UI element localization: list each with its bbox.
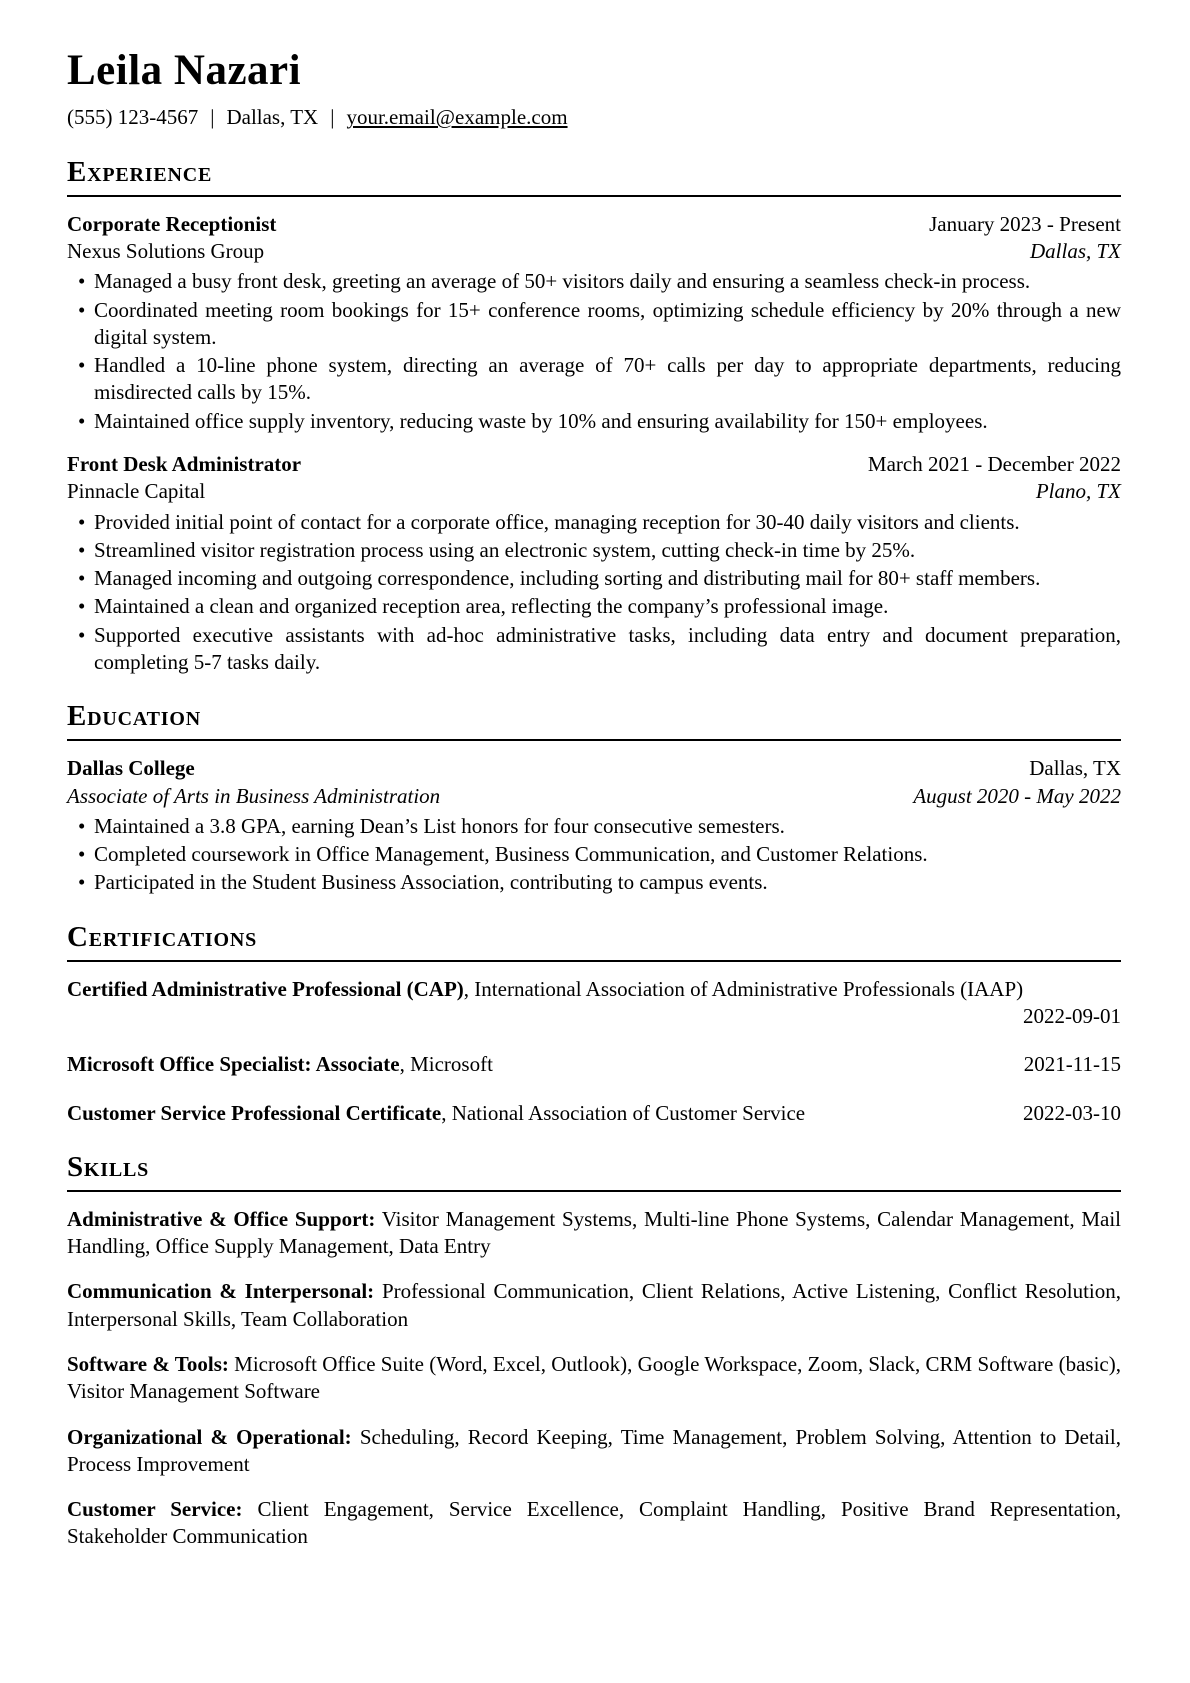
- skill-details: Scheduling, Record Keeping, Time Management, Problem Solving, Attention to Detail, Process Improvement: [67, 1424, 1121, 1476]
- resume-header: [67, 46, 1121, 132]
- skill-group: [67, 1351, 1121, 1406]
- school-row: [67, 755, 1121, 782]
- bullet-item: • Handled a 10-line phone system, directing an average of 70+ calls per day to appropriate departments, reducing misdirected calls by 15%.: [67, 352, 1121, 407]
- skill-category: Administrative & Office Support:: [67, 1206, 376, 1231]
- skill-details: Client Engagement, Service Excellence, Complaint Handling, Positive Brand Representation, Stakeholder Communication: [67, 1497, 1122, 1549]
- section-divider: [67, 739, 1121, 741]
- certification-issuer: , International Association of Administrative Professionals (IAAP): [463, 976, 1024, 1001]
- degree-name: Associate of Arts in Business Administration: [67, 783, 441, 808]
- bullet-item: • Maintained a 3.8 GPA, earning Dean’s List honors for four consecutive semesters.: [67, 813, 1121, 840]
- person-name: Leila Nazari: [67, 47, 302, 94]
- bullet-item: • Managed a busy front desk, greeting an average of 50+ visitors daily and ensuring a seamless check-in process.: [67, 268, 1121, 295]
- job-title: Corporate Receptionist: [67, 211, 277, 236]
- section-divider: [67, 960, 1121, 962]
- job-entry: [67, 211, 1121, 435]
- skill-details: Professional Communication, Client Relations, Active Listening, Conflict Resolution, Interpersonal Skills, Team Collaboration: [67, 1279, 1121, 1331]
- separator-bar: |: [330, 105, 335, 130]
- location-text: Dallas, TX: [226, 105, 319, 130]
- bullet-item: • Completed coursework in Office Management, Business Communication, and Customer Relations.: [67, 841, 1121, 868]
- separator-bar: |: [210, 105, 215, 130]
- section-divider: [67, 195, 1121, 197]
- job-dates: January 2023 - Present: [929, 211, 1121, 236]
- company-name: Pinnacle Capital: [67, 479, 206, 504]
- section-title-skills: Skills: [67, 1150, 150, 1183]
- job-entry: [67, 451, 1121, 676]
- email-link[interactable]: your.email@example.com: [346, 105, 568, 130]
- job-title-row: [67, 451, 1121, 478]
- job-bullets: [67, 268, 1121, 435]
- job-title-row: [67, 211, 1121, 238]
- section-title-education: Education: [67, 700, 201, 733]
- certification-entry: [67, 976, 1121, 1031]
- bullet-item: • Maintained a clean and organized reception area, reflecting the company’s professional image.: [67, 593, 1121, 620]
- skill-group: [67, 1278, 1121, 1333]
- section-certifications: [67, 922, 1121, 1127]
- phone-number: (555) 123-4567: [67, 105, 199, 130]
- job-dates: March 2021 - December 2022: [867, 452, 1121, 476]
- school-location: Dallas, TX: [1029, 756, 1121, 781]
- skill-group: [67, 1424, 1121, 1479]
- skill-category: Customer Service:: [67, 1497, 243, 1522]
- education-entry: [67, 755, 1121, 896]
- skill-category: Organizational & Operational:: [67, 1424, 352, 1449]
- section-title-certifications: Certifications: [67, 920, 257, 953]
- education-bullets: [67, 813, 1121, 897]
- certification-entry: [67, 1100, 1121, 1127]
- section-divider: [67, 1190, 1121, 1192]
- job-company-row: [67, 478, 1121, 505]
- certification-entry: [67, 1051, 1121, 1078]
- job-company-row: [67, 238, 1121, 265]
- job-title: Front Desk Administrator: [67, 452, 302, 476]
- bullet-item: • Coordinated meeting room bookings for 15+ conference rooms, optimizing schedule efficiency by 20% through a new digital system.: [67, 297, 1121, 352]
- certification-issuer: , Microsoft: [399, 1052, 493, 1077]
- bullet-item: • Managed incoming and outgoing correspondence, including sorting and distributing mail for 80+ staff members.: [67, 565, 1121, 592]
- certification-issuer: , National Association of Customer Service: [441, 1100, 806, 1125]
- skill-category: Communication & Interpersonal:: [67, 1279, 375, 1304]
- education-dates: August 2020 - May 2022: [913, 783, 1121, 808]
- certification-name: Certified Administrative Professional (CAP): [67, 976, 464, 1001]
- certification-date: 2022-09-01: [1023, 1003, 1121, 1028]
- skill-details: Microsoft Office Suite (Word, Excel, Outlook), Google Workspace, Zoom, Slack, CRM Software (basic), Visitor Management Software: [67, 1351, 1121, 1404]
- bullet-item: • Supported executive assistants with ad-hoc administrative tasks, including data entry and document preparation, completing 5-7 tasks daily.: [67, 622, 1121, 677]
- skill-category: Software & Tools:: [67, 1351, 229, 1376]
- skill-group: [67, 1206, 1121, 1261]
- bullet-item: • Provided initial point of contact for a corporate office, managing reception for 30-40 daily visitors and clients.: [67, 509, 1121, 536]
- certification-date: 2021-11-15: [1023, 1052, 1121, 1077]
- job-location: Dallas, TX: [1029, 238, 1121, 263]
- school-name: Dallas College: [67, 756, 195, 781]
- bullet-item: • Participated in the Student Business Association, contributing to campus events.: [67, 869, 1121, 896]
- skill-group: [67, 1496, 1121, 1551]
- job-location: Plano, TX: [1035, 479, 1121, 504]
- section-experience: [67, 157, 1121, 677]
- degree-row: [67, 783, 1121, 810]
- section-education: [67, 701, 1121, 896]
- section-title-experience: Experience: [67, 155, 213, 188]
- certification-name: Microsoft Office Specialist: Associate: [67, 1052, 400, 1077]
- job-bullets: [67, 509, 1121, 677]
- skill-details: Visitor Management Systems, Multi-line Phone Systems, Calendar Management, Mail Handling, Office Supply Management, Data Entry: [67, 1206, 1121, 1259]
- bullet-item: • Maintained office supply inventory, reducing waste by 10% and ensuring availability for 150+ employees.: [67, 408, 1121, 435]
- contact-line: [67, 104, 1121, 131]
- company-name: Nexus Solutions Group: [67, 238, 265, 263]
- bullet-item: • Streamlined visitor registration process using an electronic system, cutting check-in time by 25%.: [67, 537, 1121, 564]
- section-skills: [67, 1152, 1121, 1551]
- certification-date: 2022-03-10: [1023, 1100, 1121, 1125]
- certification-name: Customer Service Professional Certificate: [67, 1100, 442, 1125]
